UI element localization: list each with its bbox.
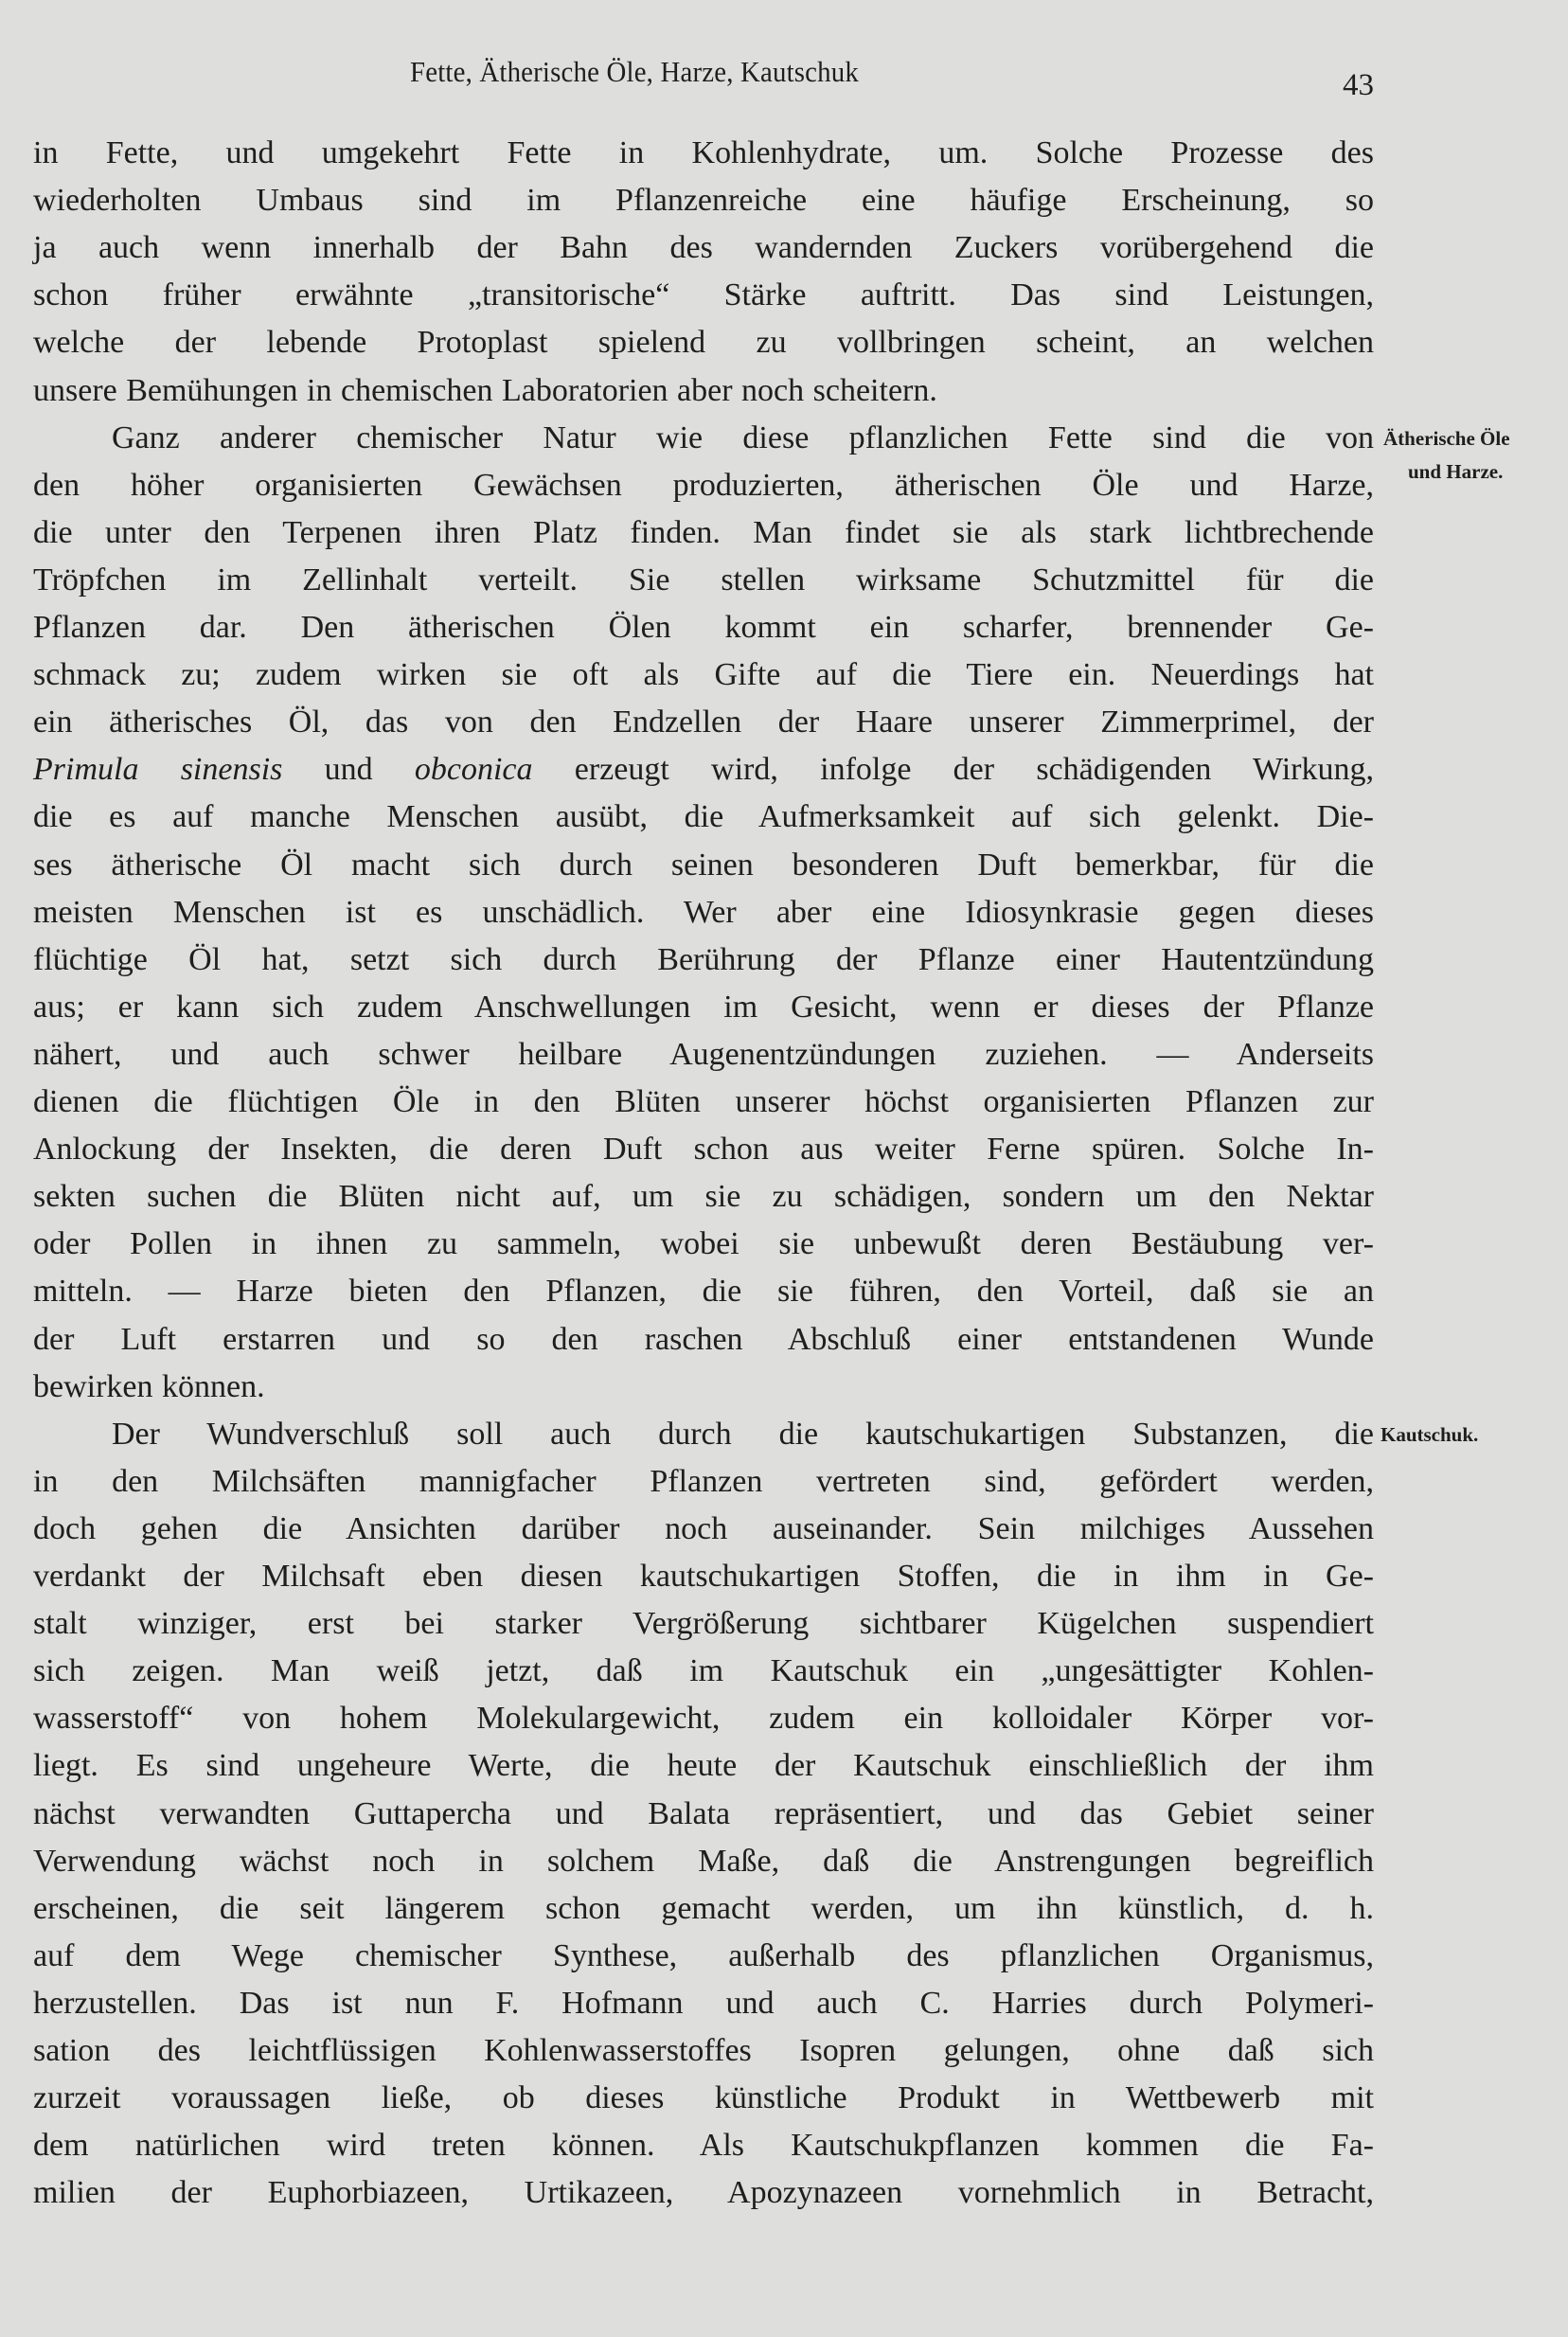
text-segment: auf dem Wege chemischer Synthese, außerhalb des pflanzlichen Organismus, [33, 1937, 1374, 1973]
text-segment: liegt. Es sind ungeheure Werte, die heute der Kautschuk einschließlich der ihm [33, 1748, 1374, 1784]
text-line [33, 224, 1374, 272]
text-segment: Der Wundverschluß soll auch durch die kautschukartigen Substanzen, die [112, 1416, 1374, 1452]
text-line [33, 1079, 1374, 1126]
text-line [33, 1838, 1374, 1885]
text-line [33, 1553, 1374, 1600]
margin-note: und Harze. [1408, 459, 1504, 483]
text-line [33, 1221, 1374, 1268]
text-line [33, 1933, 1374, 1980]
text-segment: sich zeigen. Man weiß jetzt, daß im Kautschuk ein „ungesättigter Kohlen- [33, 1653, 1374, 1689]
text-segment: flüchtige Öl hat, setzt sich durch Berührung der Pflanze einer Hautentzündung [33, 941, 1374, 977]
text-segment: zurzeit voraussagen ließe, ob dieses künstliche Produkt in Wettbewerb mit [33, 2080, 1374, 2116]
running-header: Fette, Ätherische Öle, Harze, Kautschuk [410, 55, 859, 88]
text-segment: in den Milchsäften mannigfacher Pflanzen vertreten sind, gefördert werden, [33, 1463, 1374, 1499]
text-line [33, 415, 1374, 462]
text-segment: welche der lebende Protoplast spielend zu vollbringen scheint, an welchen [33, 325, 1374, 361]
text-segment: Ganz anderer chemischer Natur wie diese pflanzlichen Fette sind die von [112, 419, 1374, 455]
text-line [33, 1458, 1374, 1506]
text-segment: der Luft erstarren und so den raschen Abschluß einer entstandenen Wunde [33, 1321, 1374, 1357]
text-line [33, 462, 1374, 509]
text-line [33, 937, 1374, 984]
text-segment: schon früher erwähnte „transitorische“ Stärke auftritt. Das sind Leistungen, [33, 277, 1374, 313]
text-segment: ja auch wenn innerhalb der Bahn des wandernden Zuckers vorübergehend die [33, 230, 1374, 266]
text-line [33, 984, 1374, 1031]
text-line [33, 1031, 1374, 1079]
italic-text: obconica [414, 752, 533, 788]
text-line [33, 746, 1374, 794]
text-segment: meisten Menschen ist es unschädlich. Wer aber eine Idiosynkrasie gegen dieses [33, 894, 1374, 930]
text-line [33, 319, 1374, 366]
text-segment: nähert, und auch schwer heilbare Augenentzündungen zuziehen. — Anderseits [33, 1036, 1374, 1072]
text-line [33, 130, 1374, 177]
text-line [33, 1600, 1374, 1648]
text-line [33, 1126, 1374, 1173]
text-line [33, 1885, 1374, 1933]
text-line [33, 794, 1374, 841]
text-line [33, 2027, 1374, 2075]
text-segment: wiederholten Umbaus sind im Pflanzenreiche eine häufige Erscheinung, so [33, 183, 1374, 219]
text-line [33, 1791, 1374, 1838]
text-segment: stalt winziger, erst bei starker Vergrößerung sichtbarer Kügelchen suspendiert [33, 1606, 1374, 1642]
text-segment: mitteln. — Harze bieten den Pflanzen, die sie führen, den Vorteil, daß sie an [33, 1274, 1374, 1310]
text-segment: und [282, 752, 415, 788]
text-line [33, 1695, 1374, 1742]
text-line [33, 699, 1374, 746]
text-line [33, 1411, 1374, 1458]
text-segment: Anlockung der Insekten, die deren Duft schon aus weiter Ferne spüren. Solche In- [33, 1132, 1374, 1168]
text-segment: den höher organisierten Gewächsen produzierten, ätherischen Öle und Harze, [33, 467, 1374, 503]
text-line [33, 651, 1374, 699]
text-line [33, 557, 1374, 604]
text-line [33, 2122, 1374, 2169]
text-segment: schmack zu; zudem wirken sie oft als Gifte auf die Tiere ein. Neuerdings hat [33, 657, 1374, 693]
text-line [33, 177, 1374, 224]
text-segment: herzustellen. Das ist nun F. Hofmann und auch C. Harries durch Polymeri- [33, 1985, 1374, 2021]
text-segment: in Fette, und umgekehrt Fette in Kohlenhydrate, um. Solche Prozesse des [33, 135, 1374, 170]
text-segment: nächst verwandten Guttapercha und Balata repräsentiert, und das Gebiet seiner [33, 1795, 1374, 1831]
text-line [33, 1742, 1374, 1790]
text-segment: Tröpfchen im Zellinhalt verteilt. Sie stellen wirksame Schutzmittel für die [33, 562, 1374, 598]
text-segment: oder Pollen in ihnen zu sammeln, wobei sie unbewußt deren Bestäubung ver- [33, 1226, 1374, 1262]
text-segment: verdankt der Milchsaft eben diesen kautschukartigen Stoffen, die in ihm in Ge- [33, 1559, 1374, 1594]
text-segment: Pflanzen dar. Den ätherischen Ölen kommt ein scharfer, brennender Ge- [33, 610, 1374, 645]
text-segment: ein ätherisches Öl, das von den Endzellen der Haare unserer Zimmerprimel, der [33, 705, 1374, 740]
text-line [33, 842, 1374, 889]
text-segment: dienen die flüchtigen Öle in den Blüten unserer höchst organisierten Pflanzen zur [33, 1084, 1374, 1119]
text-segment: sation des leichtflüssigen Kohlenwasserstoffes Isopren gelungen, ohne daß sich [33, 2033, 1374, 2068]
text-line [33, 2169, 1374, 2217]
text-segment: unsere Bemühungen in chemischen Laboratorien aber noch scheitern. [33, 372, 937, 408]
text-segment: bewirken können. [33, 1368, 265, 1404]
text-segment: doch gehen die Ansichten darüber noch auseinander. Sein milchiges Aussehen [33, 1510, 1374, 1546]
text-line [33, 1506, 1374, 1553]
text-line [33, 1173, 1374, 1221]
margin-note: Ätherische Öle [1383, 426, 1510, 450]
text-line [33, 889, 1374, 937]
text-segment: ses ätherische Öl macht sich durch seinen besonderen Duft bemerkbar, für die [33, 847, 1374, 883]
text-line [33, 1980, 1374, 2027]
margin-note: Kautschuk. [1381, 1422, 1479, 1446]
text-segment: Verwendung wächst noch in solchem Maße, daß die Anstrengungen begreiflich [33, 1843, 1374, 1879]
text-segment: die unter den Terpenen ihren Platz finden. Man findet sie als stark lichtbrechende [33, 514, 1374, 550]
text-segment: aus; er kann sich zudem Anschwellungen im Gesicht, wenn er dieses der Pflanze [33, 989, 1374, 1025]
text-segment: die es auf manche Menschen ausübt, die Aufmerksamkeit auf sich gelenkt. Die- [33, 799, 1374, 835]
text-segment: sekten suchen die Blüten nicht auf, um sie zu schädigen, sondern um den Nektar [33, 1179, 1374, 1215]
text-segment: wasserstoff“ von hohem Molekulargewicht, zudem ein kolloidaler Körper vor- [33, 1701, 1374, 1737]
italic-text: Primula sinensis [33, 752, 283, 788]
text-line [33, 1268, 1374, 1315]
text-segment: dem natürlichen wird treten können. Als Kautschukpflanzen kommen die Fa- [33, 2128, 1374, 2164]
text-segment: erzeugt wird, infolge der schädigenden Wirkung, [532, 752, 1375, 788]
text-line [33, 1364, 1374, 1411]
text-line [33, 1648, 1374, 1695]
text-line [33, 2075, 1374, 2122]
text-line [33, 604, 1374, 651]
text-segment: erscheinen, die seit längerem schon gemacht werden, um ihn künstlich, d. h. [33, 1890, 1374, 1926]
text-segment: milien der Euphorbiazeen, Urtikazeen, Apozynazeen vornehmlich in Betracht, [33, 2175, 1374, 2211]
text-line [33, 1316, 1374, 1364]
text-line [33, 272, 1374, 319]
page-number: 43 [1343, 68, 1374, 102]
text-line [33, 509, 1374, 557]
text-line [33, 367, 1374, 415]
